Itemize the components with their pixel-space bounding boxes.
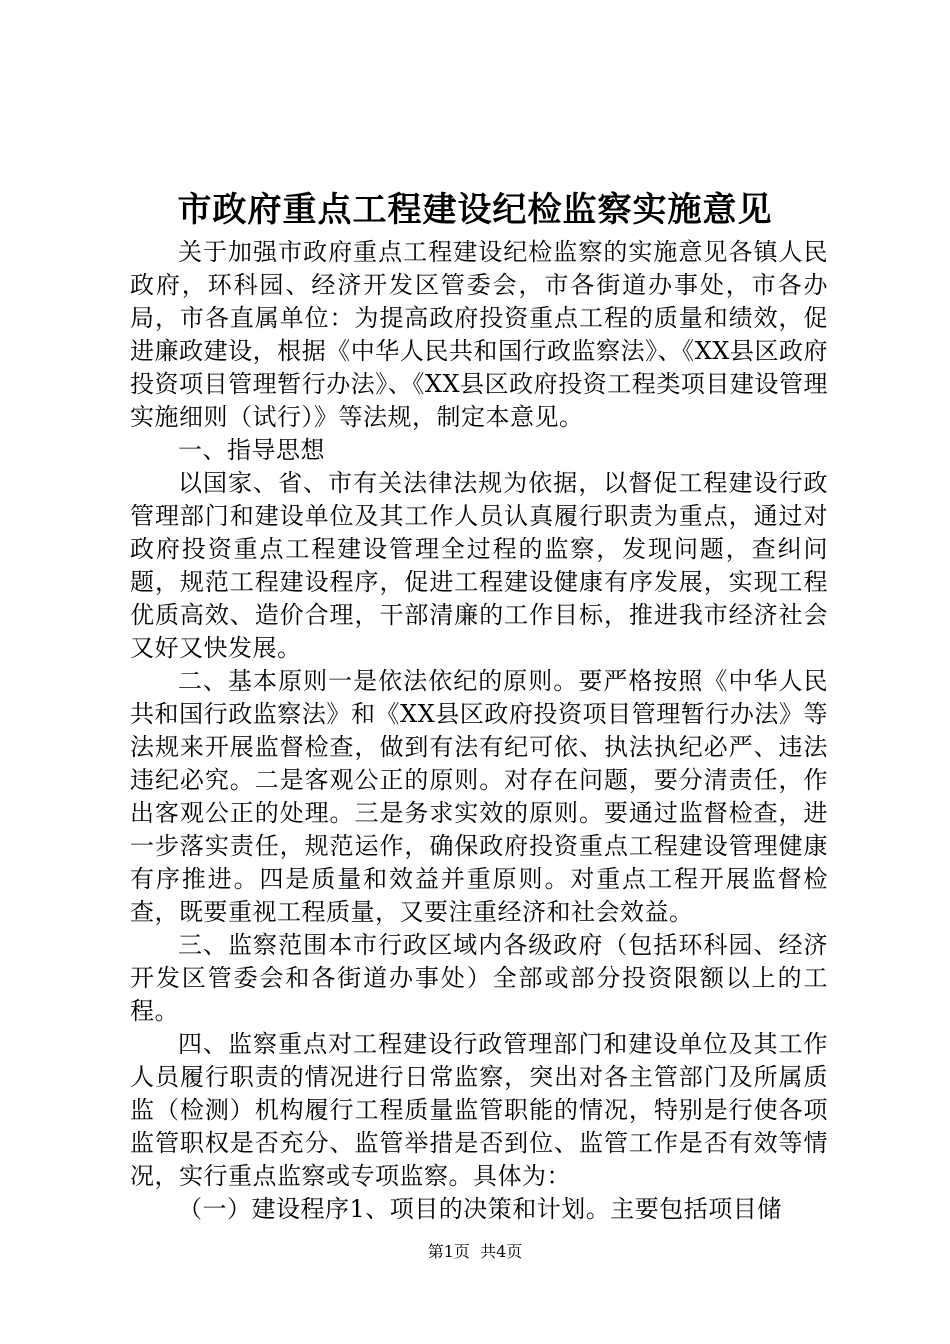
basic-principles-paragraph: 二、基本原则一是依法依纪的原则。要严格按照《中华人民共和国行政监察法》和《XX县区政府投资项目管理暂行办法》等法规来开展监督检查，做到有法有纪可依、执法执纪必严、违法违纪必究。二是客观公正的原则。对存在问题，要分清责任，作出客观公正的处理。三是务求实效的原则。要通过监督检查，进一步落实责任，规范运作，确保政府投资重点工程建设管理健康有序推进。四是质量和效益并重原则。对重点工程开展监督检查，既要重视工程质量，又要注重经济和社会效益。 xyxy=(130,667,828,926)
supervision-focus-paragraph: 四、监察重点对工程建设行政管理部门和建设单位及其工作人员履行职责的情况进行日常监察，突出对各主管部门及所属质监（检测）机构履行工程质量监管职能的情况，特别是行使各项监管职权是否充分、监管举措是否到位、监管工作是否有效等情况，实行重点监察或专项监察。具体为： xyxy=(130,1030,828,1190)
page-number: 第1页 xyxy=(427,1242,470,1261)
section-heading-guiding-ideology: 一、指导思想 xyxy=(178,436,325,464)
document-body xyxy=(130,236,828,1226)
document-title: 市政府重点工程建设纪检监察实施意见 xyxy=(177,190,773,230)
page-total: 共4页 xyxy=(480,1242,523,1261)
guiding-ideology-paragraph: 以国家、省、市有关法律法规为依据，以督促工程建设行政管理部门和建设单位及其工作人员认真履行职责为重点，通过对政府投资重点工程建设管理全过程的监察，发现问题，查纠问题，规范工程建设程序，促进工程建设健康有序发展，实现工程优质高效、造价合理，干部清廉的工作目标，推进我市经济社会又好又快发展。 xyxy=(130,469,828,662)
intro-paragraph: 关于加强市政府重点工程建设纪检监察的实施意见各镇人民政府，环科园、经济开发区管委会，市各街道办事处，市各办局，市各直属单位：为提高政府投资重点工程的质量和绩效，促进廉政建设，根据《中华人民共和国行政监察法》、《XX县区政府投资项目管理暂行办法》、《XX县区政府投资工程类项目建设管理实施细则（试行）》等法规，制定本意见。 xyxy=(130,238,828,431)
construction-procedure-paragraph: （一）建设程序1、项目的决策和计划。主要包括项目储 xyxy=(178,1195,782,1223)
page-footer xyxy=(0,1240,950,1264)
supervision-scope-paragraph: 三、监察范围本市行政区域内各级政府（包括环科园、经济开发区管委会和各街道办事处）全部或部分投资限额以上的工程。 xyxy=(130,931,828,1025)
